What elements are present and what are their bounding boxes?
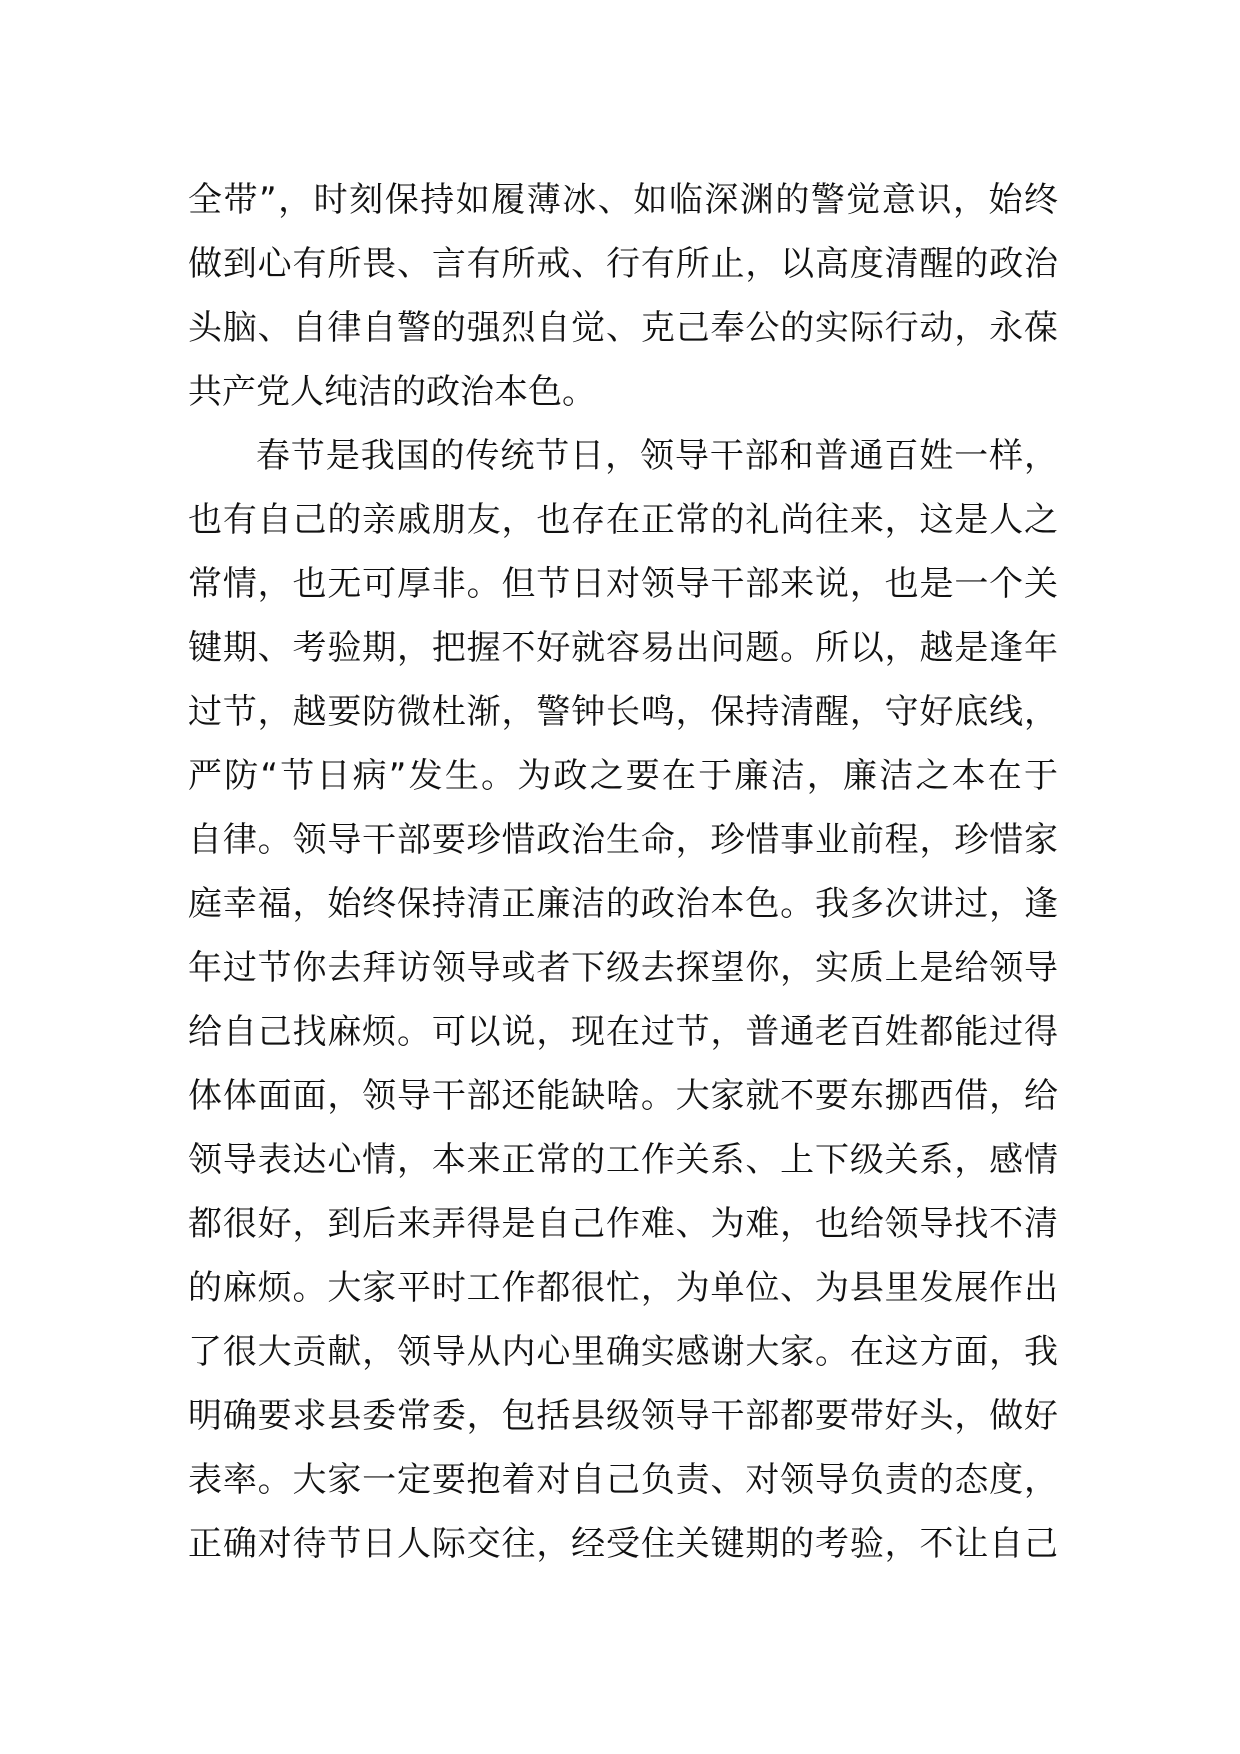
text-line: 严防“节日病”发生。为政之要在于廉洁，廉洁之本在于: [188, 756, 1058, 796]
text-line: 年过节你去拜访领导或者下级去探望你，实质上是给领导: [188, 948, 1058, 988]
paragraph-2: [188, 424, 1058, 1576]
text-line: 领导表达心情，本来正常的工作关系、上下级关系，感情: [188, 1140, 1058, 1180]
text-line: 春节是我国的传统节日，领导干部和普通百姓一样，: [256, 436, 1058, 476]
text-line: 的麻烦。大家平时工作都很忙，为单位、为县里发展作出: [188, 1268, 1058, 1308]
text-line: 庭幸福，始终保持清正廉洁的政治本色。我多次讲过，逢: [188, 884, 1058, 924]
text-line: 体体面面，领导干部还能缺啥。大家就不要东挪西借，给: [188, 1076, 1058, 1116]
text-line: 也有自己的亲戚朋友，也存在正常的礼尚往来，这是人之: [188, 500, 1058, 540]
paragraph-1: [188, 168, 1058, 424]
text-line: 共产党人纯洁的政治本色。: [188, 372, 596, 412]
body-text: [188, 168, 1058, 1576]
text-line: 自律。领导干部要珍惜政治生命，珍惜事业前程，珍惜家: [188, 820, 1058, 860]
text-line: 表率。大家一定要抱着对自己负责、对领导负责的态度，: [188, 1460, 1058, 1500]
text-line: 都很好，到后来弄得是自己作难、为难，也给领导找不清: [188, 1204, 1058, 1244]
text-line: 正确对待节日人际交往，经受住关键期的考验，不让自己: [188, 1524, 1058, 1564]
text-line: 头脑、自律自警的强烈自觉、克己奉公的实际行动，永葆: [188, 308, 1058, 348]
text-line: 常情，也无可厚非。但节日对领导干部来说，也是一个关: [188, 564, 1058, 604]
text-line: 过节，越要防微杜渐，警钟长鸣，保持清醒，守好底线，: [188, 692, 1058, 732]
text-line: 明确要求县委常委，包括县级领导干部都要带好头，做好: [188, 1396, 1058, 1436]
text-line: 给自己找麻烦。可以说，现在过节，普通老百姓都能过得: [188, 1012, 1058, 1052]
text-line: 全带”，时刻保持如履薄冰、如临深渊的警觉意识，始终: [188, 180, 1058, 220]
text-line: 做到心有所畏、言有所戒、行有所止，以高度清醒的政治: [188, 244, 1058, 284]
text-line: 了很大贡献，领导从内心里确实感谢大家。在这方面，我: [188, 1332, 1058, 1372]
text-line: 键期、考验期，把握不好就容易出问题。所以，越是逢年: [188, 628, 1058, 668]
